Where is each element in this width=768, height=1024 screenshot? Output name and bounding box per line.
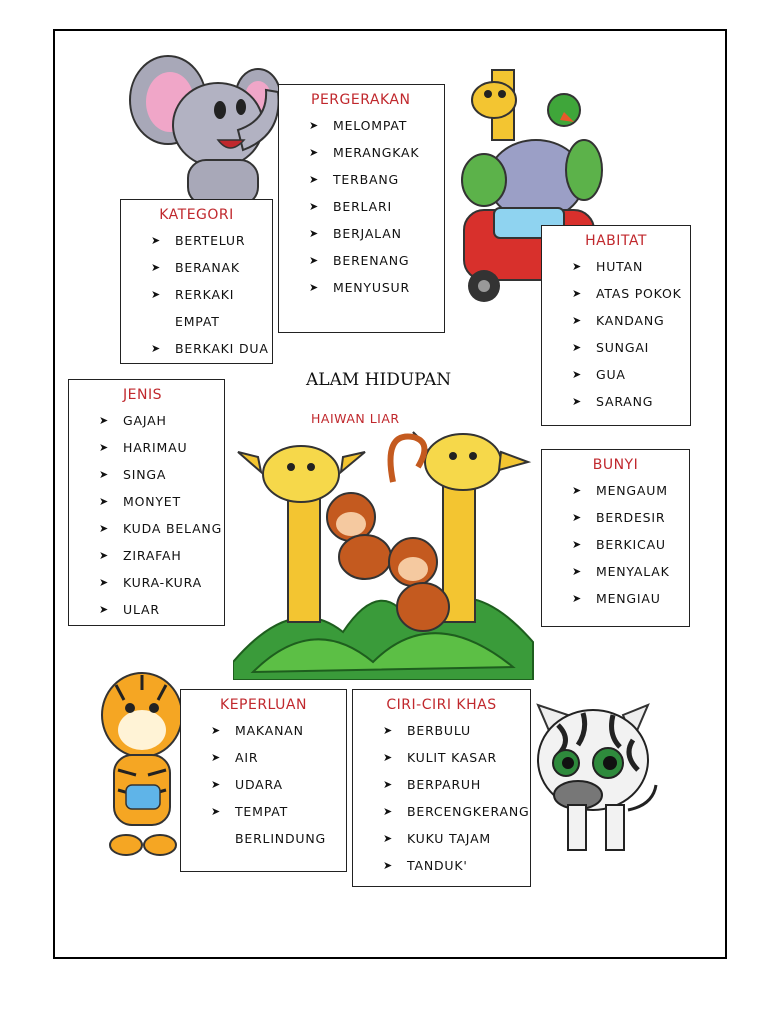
bullet-arrow-icon: ➤ bbox=[99, 441, 110, 454]
list-item: ➤ GAJAH bbox=[69, 407, 224, 434]
list-item: ➤ RERKAKI bbox=[121, 281, 272, 308]
list-item: ➤ ZIRAFAH bbox=[69, 542, 224, 569]
kategori-list bbox=[121, 227, 272, 362]
list-item: ➤ KURA-KURA bbox=[69, 569, 224, 596]
bullet-arrow-icon: ➤ bbox=[572, 287, 583, 300]
ciri-khas-list bbox=[353, 717, 530, 879]
list-item-continuation: BERLINDUNG bbox=[235, 831, 326, 846]
list-item: ➤ ULAR bbox=[69, 596, 224, 623]
keperluan-box bbox=[180, 689, 347, 872]
bullet-arrow-icon: ➤ bbox=[572, 368, 583, 381]
list-item: ➤ BERANAK bbox=[121, 254, 272, 281]
bullet-arrow-icon: ➤ bbox=[151, 342, 162, 355]
bullet-arrow-icon: ➤ bbox=[572, 395, 583, 408]
list-item: ➤ KULIT KASAR bbox=[353, 744, 530, 771]
list-item: ➤ BERDESIR bbox=[542, 504, 689, 531]
list-item: ➤ MENGIAU bbox=[542, 585, 689, 612]
tiger-illustration bbox=[96, 660, 188, 860]
bullet-arrow-icon: ➤ bbox=[572, 260, 583, 273]
list-item: ➤ BERLARI bbox=[279, 193, 444, 220]
list-item-continuation: EMPAT bbox=[175, 314, 220, 329]
habitat-box bbox=[541, 225, 691, 426]
pergerakan-heading: PERGERAKAN bbox=[311, 92, 411, 108]
bullet-arrow-icon: ➤ bbox=[309, 119, 320, 132]
list-item: ➤ GUA bbox=[542, 361, 690, 388]
bunyi-box bbox=[541, 449, 690, 627]
list-item: ➤ MONYET bbox=[69, 488, 224, 515]
bunyi-list bbox=[542, 477, 689, 612]
bullet-arrow-icon: ➤ bbox=[309, 227, 320, 240]
list-item: ➤ TEMPAT bbox=[181, 798, 346, 825]
bullet-arrow-icon: ➤ bbox=[572, 538, 583, 551]
bullet-arrow-icon: ➤ bbox=[383, 724, 394, 737]
list-item: ➤ MELOMPAT bbox=[279, 112, 444, 139]
bullet-arrow-icon: ➤ bbox=[99, 603, 110, 616]
list-item: ➤ SINGA bbox=[69, 461, 224, 488]
list-item: ➤ SUNGAI bbox=[542, 334, 690, 361]
bullet-arrow-icon: ➤ bbox=[151, 234, 162, 247]
list-item: ➤ MENYUSUR bbox=[279, 274, 444, 301]
pergerakan-box bbox=[278, 84, 445, 333]
bullet-arrow-icon: ➤ bbox=[309, 173, 320, 186]
bullet-arrow-icon: ➤ bbox=[572, 341, 583, 354]
list-item: ➤ BERJALAN bbox=[279, 220, 444, 247]
list-item: ➤ AIR bbox=[181, 744, 346, 771]
bullet-arrow-icon: ➤ bbox=[99, 495, 110, 508]
bullet-arrow-icon: ➤ bbox=[99, 468, 110, 481]
page-title: ALAM HIDUPAN bbox=[306, 370, 452, 390]
list-item: ➤ TERBANG bbox=[279, 166, 444, 193]
list-item: ➤ ATAS POKOK bbox=[542, 280, 690, 307]
bullet-arrow-icon: ➤ bbox=[151, 261, 162, 274]
bullet-arrow-icon: ➤ bbox=[309, 146, 320, 159]
list-item: ➤ BERBULU bbox=[353, 717, 530, 744]
bullet-arrow-icon: ➤ bbox=[572, 314, 583, 327]
bullet-arrow-icon: ➤ bbox=[309, 200, 320, 213]
kategori-heading: KATEGORI bbox=[159, 207, 234, 223]
zebra-illustration bbox=[528, 685, 668, 855]
list-item: ➤ HARIMAU bbox=[69, 434, 224, 461]
bullet-arrow-icon: ➤ bbox=[572, 484, 583, 497]
list-item: ➤ MENGAUM bbox=[542, 477, 689, 504]
list-item: ➤ KANDANG bbox=[542, 307, 690, 334]
list-item: ➤ TANDUK' bbox=[353, 852, 530, 879]
keperluan-heading: KEPERLUAN bbox=[220, 697, 307, 713]
list-item: ➤ BERENANG bbox=[279, 247, 444, 274]
bullet-arrow-icon: ➤ bbox=[99, 549, 110, 562]
jenis-list bbox=[69, 407, 224, 623]
kategori-box bbox=[120, 199, 273, 364]
bullet-arrow-icon: ➤ bbox=[309, 281, 320, 294]
bullet-arrow-icon: ➤ bbox=[383, 832, 394, 845]
bullet-arrow-icon: ➤ bbox=[99, 576, 110, 589]
bullet-arrow-icon: ➤ bbox=[99, 414, 110, 427]
list-item: ➤ KUDA BELANG bbox=[69, 515, 224, 542]
list-item: ➤ BERPARUH bbox=[353, 771, 530, 798]
bullet-arrow-icon: ➤ bbox=[211, 778, 222, 791]
jenis-heading: JENIS bbox=[123, 387, 162, 403]
bullet-arrow-icon: ➤ bbox=[99, 522, 110, 535]
bullet-arrow-icon: ➤ bbox=[572, 511, 583, 524]
page-subtitle: HAIWAN LIAR bbox=[311, 411, 400, 426]
list-item: ➤ KUKU TAJAM bbox=[353, 825, 530, 852]
pergerakan-list bbox=[279, 112, 444, 301]
list-item: ➤ MAKANAN bbox=[181, 717, 346, 744]
bullet-arrow-icon: ➤ bbox=[383, 751, 394, 764]
list-item: ➤ BERKICAU bbox=[542, 531, 689, 558]
bullet-arrow-icon: ➤ bbox=[572, 565, 583, 578]
bullet-arrow-icon: ➤ bbox=[383, 778, 394, 791]
bullet-arrow-icon: ➤ bbox=[383, 805, 394, 818]
bullet-arrow-icon: ➤ bbox=[309, 254, 320, 267]
list-item: ➤ MERANGKAK bbox=[279, 139, 444, 166]
list-item: ➤ UDARA bbox=[181, 771, 346, 798]
list-item: ➤ SARANG bbox=[542, 388, 690, 415]
ciri-khas-box bbox=[352, 689, 531, 887]
bunyi-heading: BUNYI bbox=[592, 457, 639, 473]
bullet-arrow-icon: ➤ bbox=[151, 288, 162, 301]
habitat-list bbox=[542, 253, 690, 415]
bullet-arrow-icon: ➤ bbox=[572, 592, 583, 605]
bullet-arrow-icon: ➤ bbox=[211, 724, 222, 737]
list-item: ➤ HUTAN bbox=[542, 253, 690, 280]
jenis-box bbox=[68, 379, 225, 626]
keperluan-list bbox=[181, 717, 346, 852]
list-item: ➤ BERKAKI DUA bbox=[121, 335, 272, 362]
bullet-arrow-icon: ➤ bbox=[211, 751, 222, 764]
list-item: ➤ MENYALAK bbox=[542, 558, 689, 585]
habitat-heading: HABITAT bbox=[585, 233, 647, 249]
bullet-arrow-icon: ➤ bbox=[383, 859, 394, 872]
bullet-arrow-icon: ➤ bbox=[211, 805, 222, 818]
giraffes-monkeys-illustration bbox=[233, 412, 543, 680]
elephant-illustration bbox=[118, 40, 288, 210]
ciri-khas-heading: CIRI-CIRI KHAS bbox=[386, 697, 497, 713]
list-item: ➤ BERCENGKERANG bbox=[353, 798, 530, 825]
list-item: ➤ BERTELUR bbox=[121, 227, 272, 254]
